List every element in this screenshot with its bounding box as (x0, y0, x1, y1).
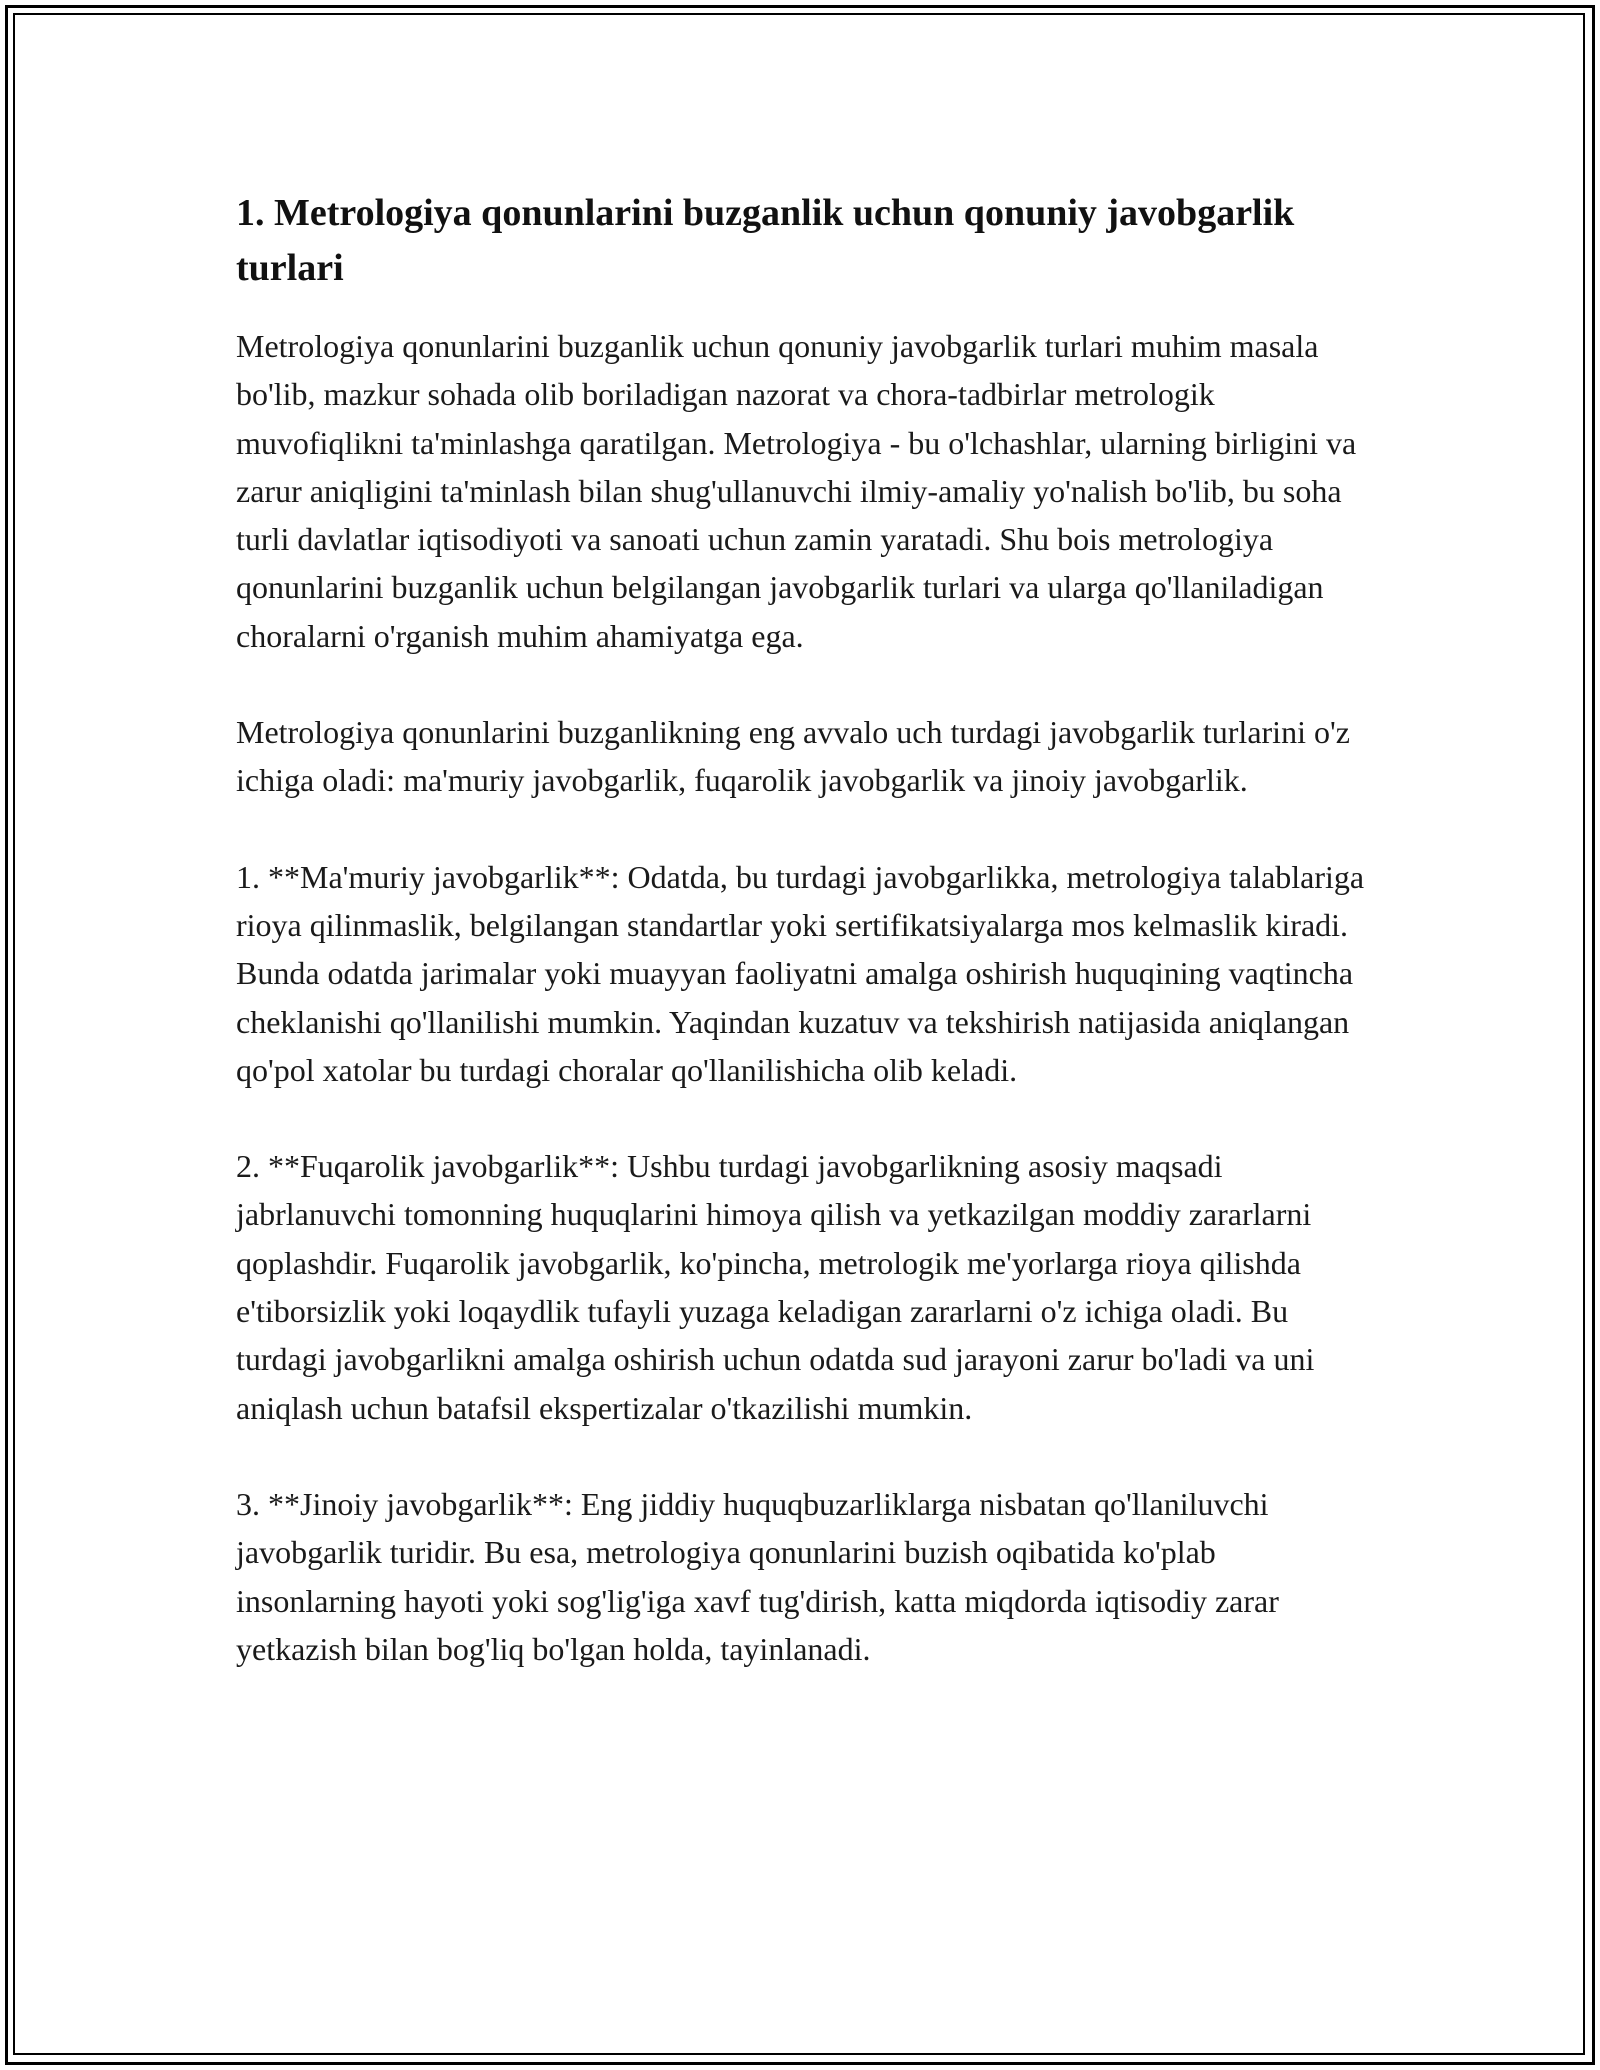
paragraph-civil-liability: 2. **Fuqarolik javobgarlik**: Ushbu turdagi javobgarlikning asosiy maqsadi jabrlanuvchi tomonning huquqlarini himoya qilish va yetkazilgan moddiy zararlarni qoplashdir. Fuqarolik javobgarlik, ko'pincha, metrologik me'yorlarga rioya qilishda e'tiborsizlik yoki loqaydlik tufayli yuzaga keladigan zararlarni o'z ichiga oladi. Bu turdagi javobgarlikni amalga oshirish uchun odatda sud jarayoni zarur bo'ladi va uni aniqlash uchun batafsil ekspertizalar o'tkazilishi mumkin. (236, 1148, 1315, 1426)
document-body (236, 186, 1366, 1721)
paragraph-intro: Metrologiya qonunlarini buzganlik uchun qonuniy javobgarlik turlari muhim masala bo'lib, mazkur sohada olib boriladigan nazorat va chora-tadbirlar metrologik muvofiqlikni ta'minlashga qaratilgan. Metrologiya - bu o'lchashlar, ularning birligini va zarur aniqligini ta'minlash bilan shug'ullanuvchi ilmiy-amaliy yo'nalish bo'lib, bu soha turli davlatlar iqtisodiyoti va sanoati uchun zamin yaratadi. Shu bois metrologiya qonunlarini buzganlik uchun belgilangan javobgarlik turlari va ularga qo'llaniladigan choralarni o'rganish muhim ahamiyatga ega. (236, 328, 1357, 654)
paragraph-overview: Metrologiya qonunlarini buzganlikning eng avvalo uch turdagi javobgarlik turlarini o'z ichiga oladi: ma'muriy javobgarlik, fuqarolik javobgarlik va jinoiy javobgarlik. (236, 714, 1350, 799)
paragraph-administrative-liability: 1. **Ma'muriy javobgarlik**: Odatda, bu turdagi javobgarlikka, metrologiya talablariga rioya qilinmaslik, belgilangan standartlar yoki sertifikatsiyalarga mos kelmaslik kiradi. Bunda odatda jarimalar yoki muayyan faoliyatni amalga oshirish huquqining vaqtincha cheklanishi qo'llanilishi mumkin. Yaqindan kuzatuv va tekshirish natijasida aniqlangan qo'pol xatolar bu turdagi choralar qo'llanilishicha olib keladi. (236, 858, 1365, 1088)
document-title: 1. Metrologiya qonunlarini buzganlik uchun qonuniy javobgarlik turlari (236, 192, 1295, 289)
paragraph-criminal-liability: 3. **Jinoiy javobgarlik**: Eng jiddiy huquqbuzarliklarga nisbatan qo'llaniluvchi javobgarlik turidir. Bu esa, metrologiya qonunlarini buzish oqibatida ko'plab insonlarning hayoti yoki sog'lig'iga xavf tug'dirish, katta miqdorda iqtisodiy zarar yetkazish bilan bog'liq bo'lgan holda, tayinlanadi. (236, 1485, 1279, 1667)
